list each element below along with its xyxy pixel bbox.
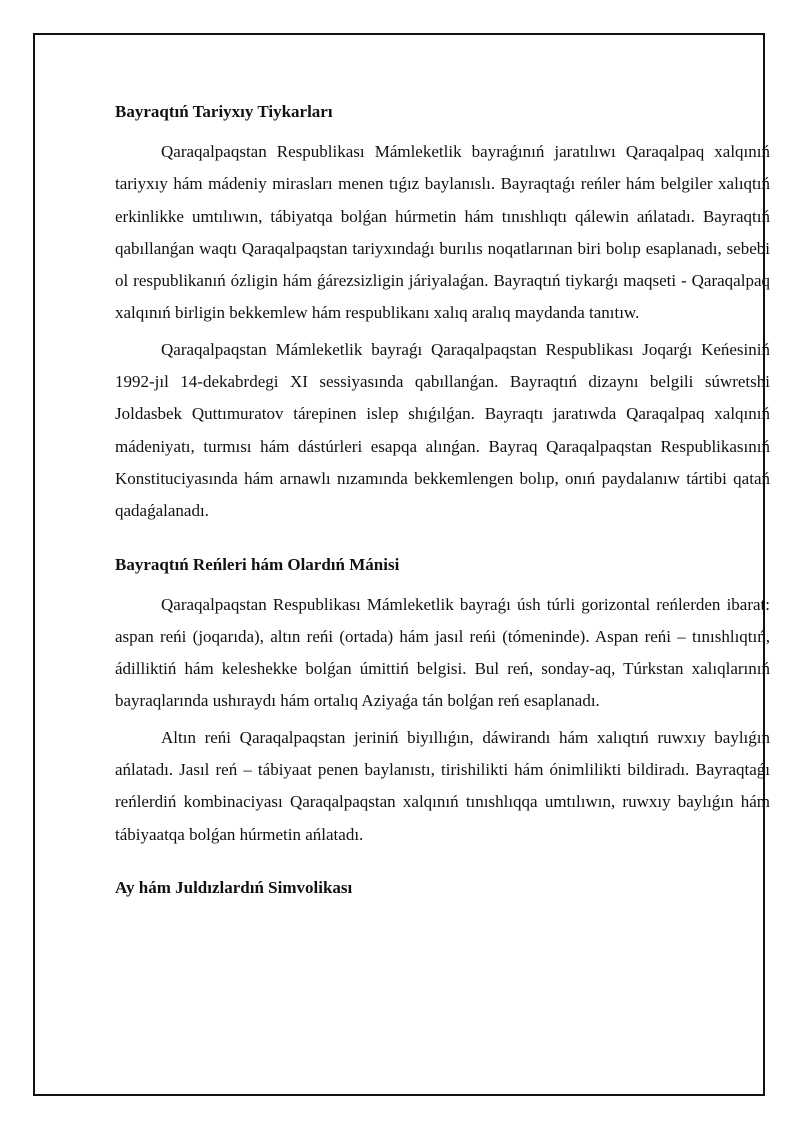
section-heading: Bayraqtıń Reńleri hám Olardıń Mánisi bbox=[115, 554, 400, 574]
section-symbols bbox=[115, 874, 770, 902]
document-body bbox=[115, 98, 770, 912]
paragraph: Qaraqalpaqstan Mámleketlik bayraǵı Qaraqalpaqstan Respublikası Joqarǵı Keńesiniń 1992-jıl 14-dekabrdegi XI sessiyasında qabıllanǵan. Bayraqtıń dizaynı belgili súwretshi Joldasbek Quttımuratov tárepinen islep shıǵılǵan. Bayraqtı jaratıwda Qaraqalpaq xalqınıń mádeniyatı, turmısı hám dástúrleri esapqa alınǵan. Bayraq Qaraqalpaqstan Respublikasınıń Konstituciyasında hám arnawlı nızamında bekkemlengen bolıp, onıń paydalanıw tártibi qatań qadaǵalanadı. bbox=[115, 339, 770, 521]
section-heading: Bayraqtıń Tariyxıy Tiykarları bbox=[115, 102, 333, 121]
section-heading: Ay hám Juldızlardıń Simvolikası bbox=[115, 877, 353, 897]
section-colors bbox=[115, 551, 770, 851]
paragraph: Qaraqalpaqstan Respublikası Mámleketlik bayraǵınıń jaratılıwı Qaraqalpaq xalqınıń tariyxıy hám mádeniy mirasları menen tıǵız baylanıslı. Bayraqtaǵı reńler hám belgiler xalıqtıń erkinlikke umtılıwın, tábiyatqa bolǵan húrmetin hám tınıshlıqtı qálewin ańlatadı. Bayraqtıń qabıllanǵan waqtı Qaraqalpaqstan tariyxındaǵı burılıs noqatlarınan biri bolıp esaplanadı, sebebi ol respublikanıń ózligin hám ǵárezsizligin járiyalaǵan. Bayraqtıń tiykarǵı maqseti - Qaraqalpaq xalqınıń birligin bekkemlew hám respublikanı xalıq aralıq maydanda tanıtıw. bbox=[115, 142, 770, 323]
paragraph: Qaraqalpaqstan Respublikası Mámleketlik bayraǵı úsh túrli gorizontal reńlerden ibarat: aspan reńi (joqarıda), altın reńi (ortada) hám jasıl reńi (tómeninde). Aspan reńi – tınıshlıqtıń, ádilliktiń hám keleshekke bolǵan úmittiń belgisi. Bul reń, sonday-aq, Túrkstan xalıqlarınıń bayraqlarında ushıraydı hám ortalıq Aziyaǵa tán bolǵan reń esaplanadı. bbox=[115, 594, 770, 711]
paragraph: Altın reńi Qaraqalpaqstan jeriniń biyıllıǵın, dáwirandı hám xalıqtıń ruwxıy baylıǵın ańlatadı. Jasıl reń – tábiyaat penen baylanıstı, tirishilikti hám ónimlilikti bildiradı. Bayraqtaǵı reńlerdiń kombinaciyası Qaraqalpaqstan xalqınıń tınıshlıqqa umtılıwın, ruwxıy baylıǵın hám tábiyaatqa bolǵan húrmetin ańlatadı. bbox=[115, 727, 770, 844]
section-history bbox=[115, 98, 770, 528]
